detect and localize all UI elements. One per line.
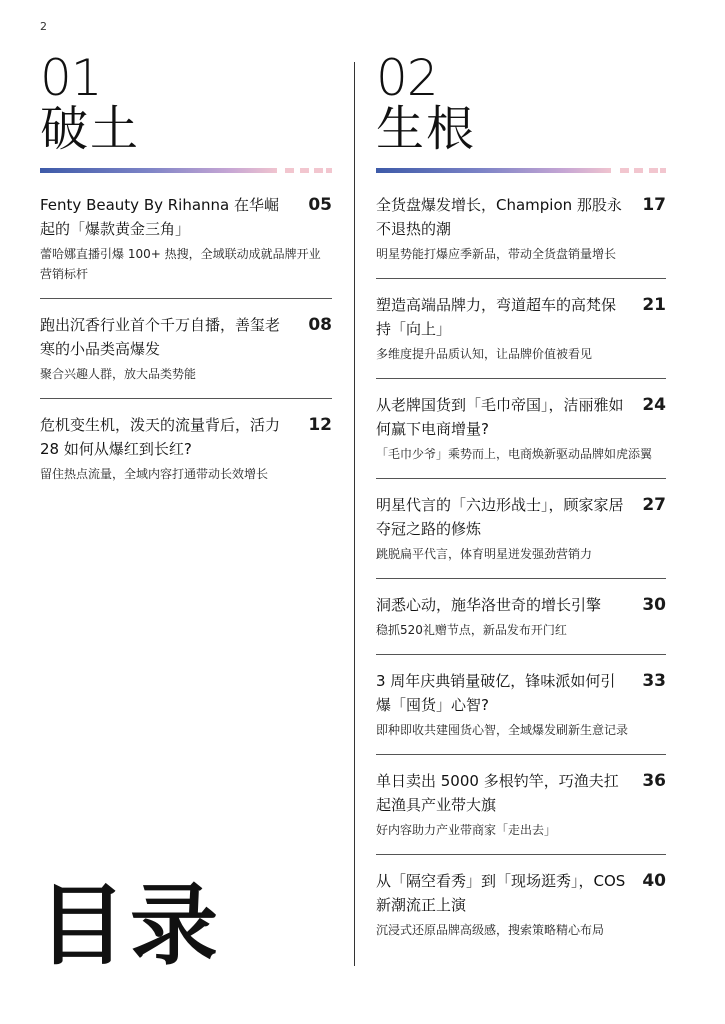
toc-heading: 目录: [38, 874, 223, 977]
entry-subtitle: 跳脱扁平代言，体育明星迸发强劲营销力: [376, 547, 593, 561]
toc-entry[interactable]: [40, 313, 332, 399]
entry-page-number: 05: [308, 195, 332, 215]
page-number: 2: [40, 20, 47, 33]
entry-subtitle: 「毛巾少爷」乘势而上，电商焕新驱动品牌如虎添翼: [376, 447, 653, 461]
dash-segment: [285, 168, 294, 173]
toc-entry[interactable]: [40, 413, 332, 498]
entry-title: 从老牌国货到「毛巾帝国」，洁丽雅如何赢下电商增量?: [376, 396, 624, 438]
toc-entries: [376, 193, 666, 954]
toc-entry[interactable]: [376, 593, 666, 655]
entry-title: 单日卖出 5000 多根钓竿，巧渔夫扛起渔具产业带大旗: [376, 772, 619, 814]
entry-subtitle: 明星势能打爆应季新品，带动全货盘销量增长: [376, 247, 617, 261]
dash-segment: [300, 168, 309, 173]
dash-segment: [660, 168, 666, 173]
section-title: 生根: [376, 101, 477, 157]
entry-page-number: 21: [642, 295, 666, 315]
toc-entry[interactable]: [376, 193, 666, 279]
gradient-segment: [376, 168, 611, 173]
dash-segment: [634, 168, 643, 173]
entry-title: 洞悉心动，施华洛世奇的增长引擎: [376, 596, 602, 614]
section-number: 02: [376, 49, 438, 107]
entry-subtitle: 稳抓520礼赠节点，新品发布开门红: [376, 623, 567, 637]
entry-page-number: 12: [308, 415, 332, 435]
toc-entry[interactable]: [376, 769, 666, 855]
section-number: 01: [40, 49, 102, 107]
entry-page-number: 08: [308, 315, 332, 335]
section-01: [40, 49, 332, 512]
entry-title: 跑出沉香行业首个千万自播，善玺老寒的小品类高爆发: [40, 316, 281, 358]
entry-title: 明星代言的「六边形战士」，顾家家居夺冠之路的修炼: [376, 496, 624, 538]
toc-entry[interactable]: [376, 493, 666, 579]
entry-page-number: 33: [642, 671, 666, 691]
dash-segment: [314, 168, 323, 173]
entry-subtitle: 留住热点流量，全域内容打通带动长效增长: [40, 467, 269, 481]
entry-subtitle: 多维度提升品质认知，让品牌价值被看见: [376, 347, 593, 361]
column-divider: [354, 62, 355, 966]
toc-entries: [40, 193, 332, 498]
section-title: 破土: [40, 101, 141, 157]
entry-subtitle: 蕾哈娜直播引爆 100+ 热搜，全域联动成就品牌开业营销标杆: [40, 247, 321, 281]
entry-title: 从「隔空看秀」到「现场逛秀」，COS 新潮流正上演: [376, 872, 626, 914]
toc-entry[interactable]: [376, 669, 666, 755]
entry-page-number: 36: [642, 771, 666, 791]
entry-subtitle: 好内容助力产业带商家「走出去」: [376, 823, 557, 837]
dash-segment: [620, 168, 629, 173]
entry-page-number: 17: [642, 195, 666, 215]
entry-page-number: 24: [642, 395, 666, 415]
section-gradient-bar: [40, 168, 332, 173]
entry-page-number: 27: [642, 495, 666, 515]
entry-subtitle: 聚合兴趣人群，放大品类势能: [40, 367, 197, 381]
entry-page-number: 40: [642, 871, 666, 891]
entry-title: 3 周年庆典销量破亿，锋味派如何引爆「囤货」心智?: [376, 672, 616, 714]
toc-entry[interactable]: [376, 869, 666, 954]
dash-segment: [649, 168, 658, 173]
toc-entry[interactable]: [40, 193, 332, 299]
entry-page-number: 30: [642, 595, 666, 615]
section-02: [376, 49, 666, 968]
entry-title: 危机变生机，泼天的流量背后，活力 28 如何从爆红到长红?: [40, 416, 281, 458]
gradient-segment: [40, 168, 277, 173]
dash-segment: [326, 168, 332, 173]
section-gradient-bar: [376, 168, 666, 173]
entry-subtitle: 即种即收共建囤货心智，全域爆发刷新生意记录: [376, 723, 629, 737]
entry-title: Fenty Beauty By Rihanna 在华崛起的「爆款黄金三角」: [40, 196, 280, 238]
entry-title: 全货盘爆发增长，Champion 那股永不退热的潮: [376, 196, 622, 238]
entry-title: 塑造高端品牌力，弯道超车的高梵保持「向上」: [376, 296, 617, 338]
toc-entry[interactable]: [376, 393, 666, 479]
entry-subtitle: 沉浸式还原品牌高级感，搜索策略精心布局: [376, 923, 605, 937]
toc-entry[interactable]: [376, 293, 666, 379]
